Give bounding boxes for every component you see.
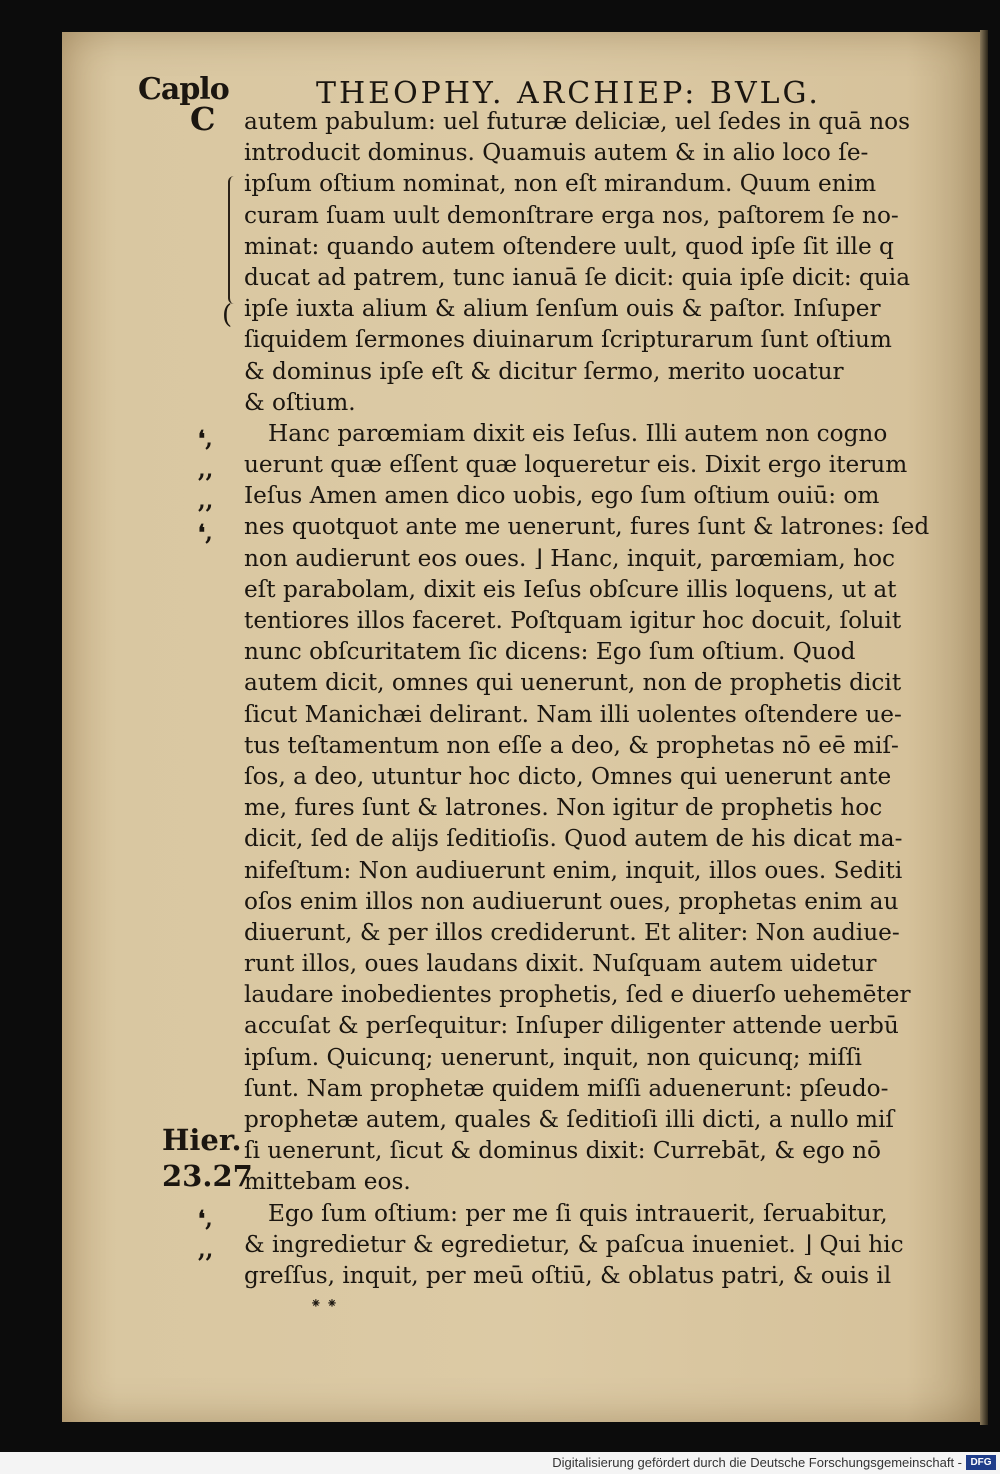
- text-line: greſſus, inquit, per meū oſtiū, & oblatus patri, & ouis il: [244, 1261, 892, 1289]
- text-line: diuerunt, & per illos crediderunt. Et aliter: Non audiue-: [244, 918, 900, 946]
- text-line: nunc obſcuritatem ſic dicens: Ego ſum oſtium. Quod: [244, 638, 856, 666]
- section-letter: C: [190, 100, 216, 138]
- text-line: me, fures ſunt & latrones. Non igitur de prophetis hoc: [244, 794, 883, 822]
- quote-mark: ❛,: [198, 426, 213, 452]
- body-text: [244, 106, 944, 1291]
- text-line: Hanc parœmiam dixit eis Ieſus. Illi autem non cogno: [268, 419, 888, 447]
- text-line: minat: quando autem oſtendere uult, quod ipſe ſit ille q: [244, 232, 894, 260]
- text-line: ducat ad patrem, tunc ianuā ſe dicit: quia ipſe dicit: quia: [244, 263, 911, 291]
- text-line: mittebam eos.: [244, 1168, 411, 1196]
- text-line: nes quotquot ante me uenerunt, fures ſunt & latrones: ſed: [244, 513, 930, 541]
- text-line: runt illos, oues laudans dixit. Nuſquam autem uidetur: [244, 950, 877, 978]
- text-line: ſunt. Nam prophetæ quidem miſſi aduenerunt: pſeudo-: [244, 1074, 889, 1102]
- text-line: nifeſtum: Non audiuerunt enim, inquit, illos oues. Sediti: [244, 856, 903, 884]
- text-line: introducit dominus. Quamuis autem & in alio loco ſe-: [244, 139, 869, 167]
- text-line: Ieſus Amen amen dico uobis, ego ſum oſtium ouiū: om: [244, 482, 880, 510]
- text-line: curam ſuam uult demonſtrare erga nos, paſtorem ſe no-: [244, 201, 899, 229]
- margin-reference-book: Hier.: [162, 1123, 242, 1157]
- text-line: autem dicit, omnes qui uenerunt, non de prophetis dicit: [244, 669, 902, 697]
- signature-mark: ⁕ ⁕: [310, 1296, 338, 1312]
- margin-bracket: [228, 176, 244, 304]
- digitization-footer: [0, 1452, 1000, 1474]
- text-line: dicit, ſed de alijs ſeditioſis. Quod autem de his dicat ma-: [244, 825, 903, 853]
- text-line: ſicut Manichæi delirant. Nam illi uolentes oſtendere ue-: [244, 700, 902, 728]
- page-edge: [980, 30, 988, 1425]
- text-line: & dominus ipſe eſt & dicitur ſermo, merito uocatur: [244, 357, 844, 385]
- text-line: non audierunt eos oues. ⌋ Hanc, inquit, parœmiam, hoc: [244, 544, 896, 572]
- text-line: laudare inobedientes prophetis, ſed e diuerſo uehemēter: [244, 981, 911, 1009]
- text-line: tus teſtamentum non eſſe a deo, & prophetas nō eē miſ-: [244, 731, 899, 759]
- text-line: autem pabulum: uel futuræ deliciæ, uel ſedes in quā nos: [244, 108, 910, 135]
- text-line: ſiquidem ſermones diuinarum ſcripturarum ſunt oſtium: [244, 326, 892, 354]
- quote-mark: ,,: [198, 488, 214, 515]
- text-line: eſt parabolam, dixit eis Ieſus obſcure illis loquens, ut at: [244, 575, 897, 603]
- quote-mark: ,,: [198, 457, 214, 484]
- dfg-logo: DFG: [966, 1455, 996, 1470]
- quote-mark: ❛,: [198, 1206, 213, 1232]
- running-title: THEOPHY. ARCHIEP: BVLG.: [316, 76, 821, 111]
- text-line: & ingredietur & egredietur, & paſcua inueniet. ⌋ Qui hic: [244, 1230, 904, 1258]
- margin-bracket-curl: (: [222, 300, 233, 330]
- text-line: ipſe iuxta alium & alium ſenſum ouis & paſtor. Inſuper: [244, 295, 881, 323]
- text-line: ipſum. Quicunq; uenerunt, inquit, non quicunq; miſſi: [244, 1043, 862, 1071]
- text-line: & oſtium.: [244, 388, 356, 416]
- margin-reference: [162, 1122, 253, 1194]
- text-line: oſos enim illos non audiuerunt oues, prophetas enim au: [244, 887, 899, 915]
- text-line: ſos, a deo, utuntur hoc dicto, Omnes qui uenerunt ante: [244, 762, 892, 790]
- text-line: uerunt quæ eſſent quæ loqueretur eis. Dixit ergo iterum: [244, 451, 908, 479]
- footer-credit: Digitalisierung gefördert durch die Deutsche Forschungsgemeinschaft -: [552, 1455, 962, 1470]
- text-line: ſi uenerunt, ſicut & dominus dixit: Currebāt, & ego nō: [244, 1137, 881, 1165]
- text-line: prophetæ autem, quales & ſeditioſi illi dicti, a nullo miſ: [244, 1106, 895, 1133]
- text-line: Ego ſum oſtium: per me ſi quis intrauerit, ſeruabitur,: [268, 1199, 888, 1227]
- text-line: accuſat & perſequitur: Inſuper diligenter attende uerbū: [244, 1012, 899, 1040]
- chapter-caption: Caplo: [138, 72, 229, 107]
- text-line: tentiores illos faceret. Poſtquam igitur hoc docuit, ſoluit: [244, 607, 902, 634]
- text-line: ipſum oſtium nominat, non eſt mirandum. Quum enim: [244, 170, 877, 198]
- margin-reference-verse: 23.27: [162, 1159, 253, 1193]
- quote-mark: ,,: [198, 1237, 214, 1264]
- quote-mark: ❛,: [198, 519, 213, 546]
